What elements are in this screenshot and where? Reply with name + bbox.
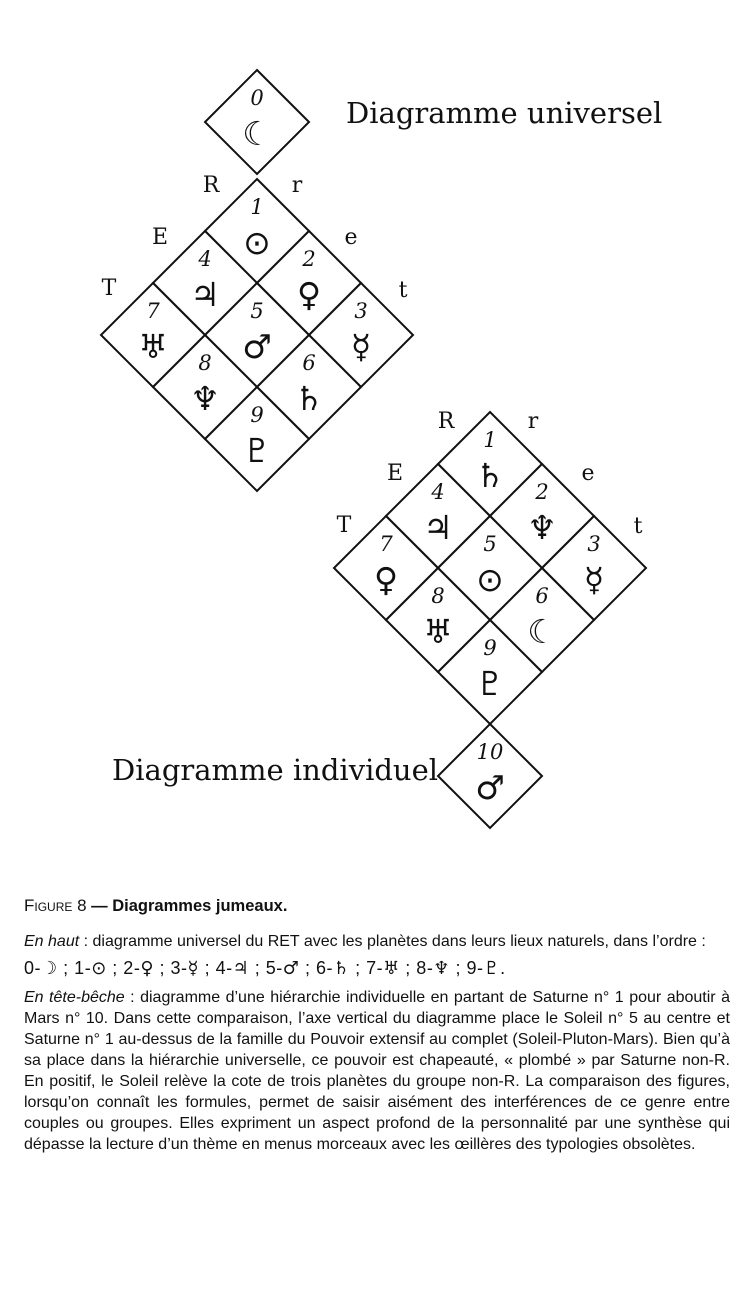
order-item-number: 6 <box>315 958 327 978</box>
order-item-3: 3-☿ <box>170 958 200 979</box>
order-item-planet-icon: ⊙ <box>91 958 107 979</box>
order-item-planet-icon: ♂ <box>282 958 300 979</box>
individual-cell-number: 3 <box>587 532 601 556</box>
individual-planet-saturne-icon: ♄ <box>475 456 505 495</box>
individual-planet-vénus-icon: ♀ <box>373 560 399 599</box>
caption-text-top: : diagramme universel du RET avec les planètes dans leurs lieux naturels, dans l’ordre : <box>79 933 706 950</box>
universal-cell-number: 5 <box>250 299 264 323</box>
universal-cell-number: 3 <box>354 299 368 323</box>
universal-planet-jupiter-icon: ♃ <box>190 275 220 314</box>
order-item-4: 4-♃ <box>215 958 250 979</box>
universal-planet-lune-icon: ☾ <box>242 114 272 153</box>
order-item-number: 8 <box>416 958 427 978</box>
order-item-6: 6-♄ <box>315 958 350 979</box>
order-item-number: 2 <box>123 958 134 978</box>
individual-cell-number: 1 <box>483 428 497 452</box>
universal-planet-neptune-icon: ♆ <box>190 379 220 418</box>
universal-cell-number: 2 <box>302 247 316 271</box>
individual-axis-label-R-upper: R <box>437 409 455 434</box>
individual-planet-lune-icon: ☾ <box>527 612 557 651</box>
individual-cell-number: 2 <box>535 480 549 504</box>
universal-axis-label-T-upper: T <box>101 276 117 301</box>
universal-axis-label-r-lower: r <box>291 173 303 198</box>
figure-label: Figure 8 <box>24 896 87 915</box>
caption-paragraph-inverted <box>24 987 730 1155</box>
individual-axis-label-r-lower: r <box>527 409 539 434</box>
individual-cell-number: 7 <box>379 532 393 556</box>
order-item-planet-icon: ♀ <box>140 958 154 979</box>
universal-diagram-title: Diagramme universel <box>346 96 663 130</box>
order-item-number: 4 <box>215 958 227 978</box>
universal-axis-label-R-upper: R <box>202 173 220 198</box>
caption-text-inverted: : diagramme d’une hiérarchie individuelle en partant de Saturne n° 1 pour aboutir à Mars n° 10. Dans cette comparaison, l’axe vertical du diagramme place le Soleil n° 5 au centre et Saturne n° 1 au-dessus de la famille du Pouvoir extensif au complet (Soleil-Pluton-Mars). Bien qu’à sa place dans la hiérarchie universelle, ce pouvoir est chapeauté, « plombé » par Saturne non-R. En positif, le Soleil relève la cote de trois planètes du groupe non-R. La comparaison des figures, lorsqu’on connaît les formules, permet de saisir aisément des interférences de ce genre entre couples ou groupes. Elles expriment un aspect profond de la personnalité par une synthèse qui dépasse la lecture d’un thème en menus morceaux avec les œillères des typologies obsolètes. <box>24 989 731 1153</box>
individual-cell-number: 4 <box>431 480 445 504</box>
universal-axis-label-t-lower: t <box>398 278 408 303</box>
order-item-1: 1-⊙ <box>74 958 107 979</box>
caption-paragraph-top <box>24 931 730 952</box>
figure-title: — Diagrammes jumeaux. <box>86 897 288 915</box>
figure-caption <box>24 895 730 1161</box>
order-item-9: 9-♇ <box>466 958 501 979</box>
order-item-5: 5-♂ <box>265 958 300 979</box>
order-item-planet-icon: ♃ <box>232 958 250 979</box>
order-item-planet-icon: ♇ <box>483 958 501 979</box>
individual-cell-number: 6 <box>535 584 549 608</box>
universal-cell-number: 8 <box>198 351 212 375</box>
individual-axis-label-e-lower: e <box>581 461 595 486</box>
order-item-number: 5 <box>265 958 277 978</box>
order-item-0: 0-☽ <box>24 958 58 979</box>
individual-planet-neptune-icon: ♆ <box>527 508 557 547</box>
individual-planet-pluton-icon: ♇ <box>475 664 505 703</box>
individual-cell-number: 10 <box>476 740 504 764</box>
caption-lead-inverted: En tête-bêche <box>24 989 125 1006</box>
universal-cell-number: 6 <box>302 351 316 375</box>
individual-cell-number: 8 <box>431 584 445 608</box>
universal-cell-number: 0 <box>250 86 264 110</box>
order-item-number: 7 <box>366 958 377 978</box>
figure-heading <box>24 895 730 917</box>
universal-cell-number: 1 <box>250 195 264 219</box>
universal-cell-number: 7 <box>146 299 160 323</box>
individual-diagram-title: Diagramme individuel <box>112 753 439 787</box>
individual-planet-uranus-icon: ♅ <box>423 612 453 651</box>
order-item-planet-icon: ☿ <box>187 958 200 979</box>
order-item-8: 8-♆ <box>416 958 450 979</box>
planet-order-list: 0-☽ ; 1-⊙ ; 2-♀ ; 3-☿ ; 4-♃ ; 5-♂ ; 6-♄ ; 7-♅ ; 8-♆ ; 9-♇. <box>24 958 506 979</box>
universal-planet-vénus-icon: ♀ <box>296 275 322 314</box>
universal-planet-uranus-icon: ♅ <box>138 327 168 366</box>
order-item-2: 2-♀ <box>123 958 154 979</box>
individual-axis-label-T-upper: T <box>336 513 352 538</box>
order-item-planet-icon: ♅ <box>383 958 400 979</box>
universal-planet-mercure-icon: ☿ <box>350 327 372 366</box>
individual-cell-number: 5 <box>483 532 497 556</box>
individual-cell-10 <box>438 724 542 828</box>
individual-planet-soleil-icon: ⊙ <box>476 560 504 599</box>
universal-cell-number: 9 <box>250 403 264 427</box>
order-item-number: 1 <box>74 958 85 978</box>
order-item-planet-icon: ♆ <box>433 958 450 979</box>
universal-axis-label-E-upper: E <box>151 225 169 250</box>
individual-axis-label-E-upper: E <box>386 461 404 486</box>
order-item-planet-icon: ☽ <box>41 958 58 979</box>
universal-planet-mars-icon: ♂ <box>242 327 272 366</box>
universal-cell-0 <box>205 70 309 174</box>
individual-planet-jupiter-icon: ♃ <box>423 508 453 547</box>
order-item-number: 0 <box>24 958 35 978</box>
universal-planet-saturne-icon: ♄ <box>294 379 324 418</box>
order-item-planet-icon: ♄ <box>332 958 350 979</box>
order-item-number: 3 <box>170 958 182 978</box>
universal-cell-number: 4 <box>198 247 212 271</box>
universal-axis-label-e-lower: e <box>344 225 358 250</box>
universal-planet-soleil-icon: ⊙ <box>243 223 271 262</box>
individual-axis-label-t-lower: t <box>633 514 643 539</box>
order-item-number: 9 <box>466 958 477 978</box>
individual-cell-number: 9 <box>483 636 497 660</box>
caption-lead-top: En haut <box>24 933 80 950</box>
order-item-7: 7-♅ <box>366 958 400 979</box>
individual-planet-mars-icon: ♂ <box>475 768 505 807</box>
universal-diagram <box>101 70 413 491</box>
universal-planet-pluton-icon: ♇ <box>242 431 272 470</box>
individual-planet-mercure-icon: ☿ <box>583 560 605 599</box>
